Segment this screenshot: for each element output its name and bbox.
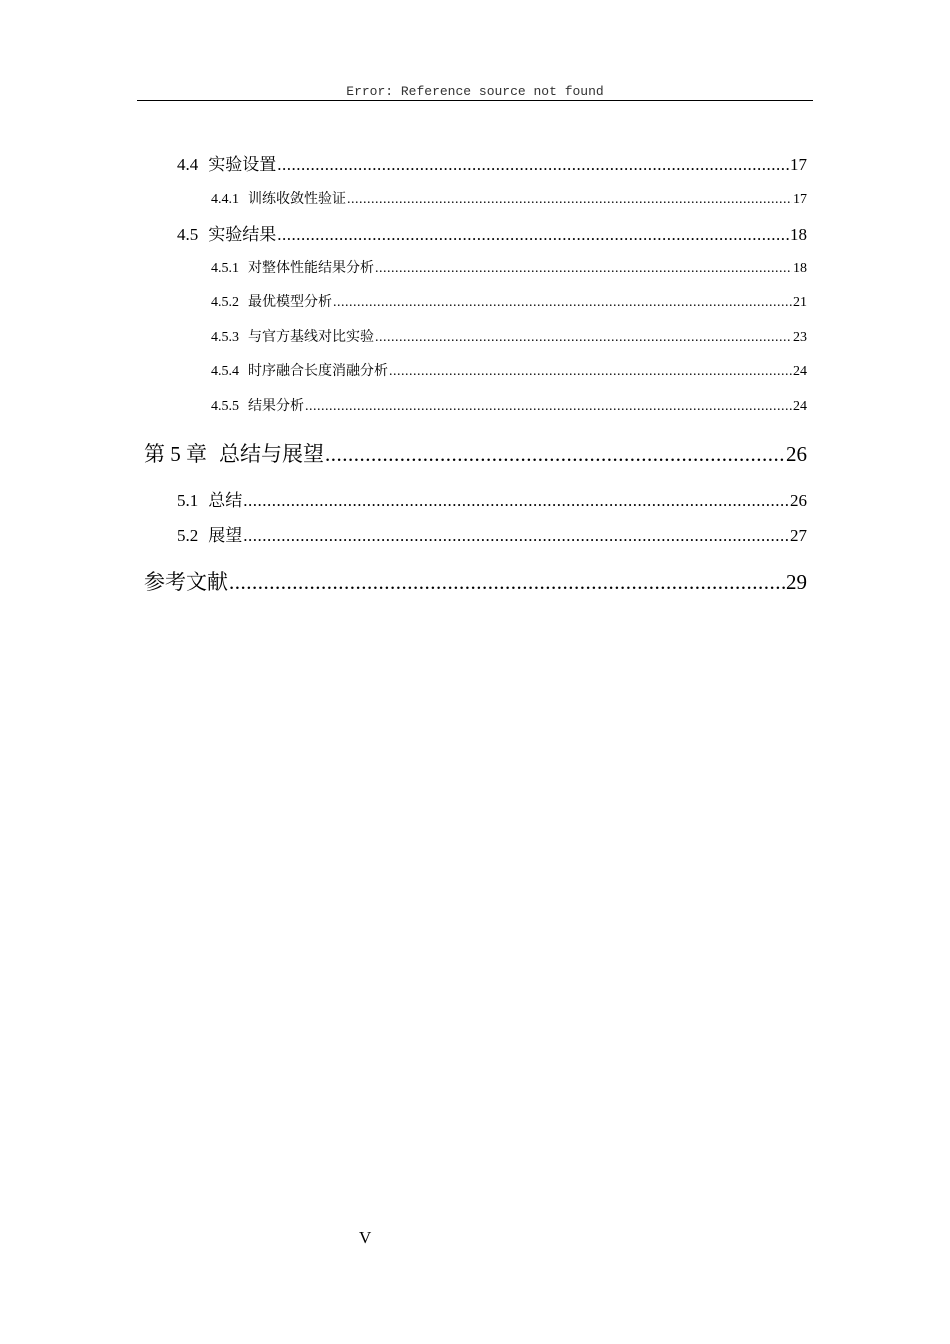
toc-dot-leader (243, 491, 789, 511)
toc-entry-number: 4.5.5 (211, 399, 239, 414)
toc-entry-number: 5.1 (177, 491, 199, 510)
toc-entry-4-5-4[interactable] (211, 360, 807, 380)
running-header: Error: Reference source not found (346, 84, 604, 99)
toc-entry-title: 实验设置 (208, 155, 277, 174)
toc-dot-leader (375, 261, 792, 277)
toc-dot-leader (375, 330, 792, 346)
toc-entry-page: 27 (790, 526, 807, 545)
toc-entry-number: 4.4.1 (211, 192, 239, 207)
toc-entry-page: 23 (793, 330, 807, 345)
toc-entry-page: 17 (793, 192, 807, 207)
toc-entry-title: 结果分析 (248, 399, 304, 414)
toc-entry-title: 总结与展望 (219, 442, 324, 466)
toc-dot-leader (229, 570, 785, 595)
toc-dot-leader (305, 399, 792, 415)
toc-entry-4-4-1[interactable] (211, 188, 807, 208)
toc-entry-page: 24 (793, 399, 807, 414)
toc-entry-page: 18 (790, 225, 807, 244)
toc-entry-title: 对整体性能结果分析 (248, 261, 374, 276)
toc-entry-chapter-5[interactable] (144, 438, 807, 468)
toc-entry-page: 26 (786, 442, 807, 466)
toc-entry-page: 17 (790, 155, 807, 174)
toc-entry-references[interactable] (144, 566, 807, 596)
toc-entry-title: 最优模型分析 (248, 295, 332, 310)
toc-entry-number: 4.5.3 (211, 330, 239, 345)
toc-entry-number: 4.5.4 (211, 364, 239, 379)
toc-dot-leader (333, 295, 792, 311)
toc-dot-leader (347, 192, 792, 208)
toc-dot-leader (277, 225, 789, 245)
toc-dot-leader (243, 526, 789, 546)
toc-entry-4-5-2[interactable] (211, 291, 807, 311)
toc-entry-4-5-1[interactable] (211, 257, 807, 277)
toc-entry-title: 训练收敛性验证 (248, 192, 346, 207)
toc-entry-5-2[interactable] (177, 521, 807, 546)
toc-entry-5-1[interactable] (177, 486, 807, 511)
toc-entry-title: 与官方基线对比实验 (248, 330, 374, 345)
toc-entry-title: 参考文献 (144, 570, 228, 594)
toc-entry-page: 24 (793, 364, 807, 379)
toc-dot-leader (389, 364, 792, 380)
toc-entry-number: 第 5 章 (144, 442, 207, 466)
toc-entry-title: 展望 (208, 526, 243, 545)
toc-entry-title: 总结 (208, 491, 243, 510)
toc-entry-4-5-5[interactable] (211, 395, 807, 415)
toc-entry-page: 29 (786, 570, 807, 594)
toc-entry-number: 4.5.1 (211, 261, 239, 276)
toc-entry-number: 5.2 (177, 526, 199, 545)
toc-dot-leader (325, 442, 785, 467)
toc-entry-page: 26 (790, 491, 807, 510)
toc-entry-number: 4.5.2 (211, 295, 239, 310)
toc-entry-title: 实验结果 (208, 225, 277, 244)
toc-entry-number: 4.4 (177, 155, 199, 174)
toc-entry-number: 4.5 (177, 225, 199, 244)
header-rule (137, 100, 813, 101)
toc-dot-leader (277, 155, 789, 175)
toc-entry-4-5-3[interactable] (211, 326, 807, 346)
toc-entry-page: 21 (793, 295, 807, 310)
toc-entry-title: 时序融合长度消融分析 (248, 364, 388, 379)
page-number: V (359, 1228, 372, 1247)
toc-entry-4-4[interactable] (177, 150, 807, 175)
toc-entry-4-5[interactable] (177, 220, 807, 245)
toc-entry-page: 18 (793, 261, 807, 276)
